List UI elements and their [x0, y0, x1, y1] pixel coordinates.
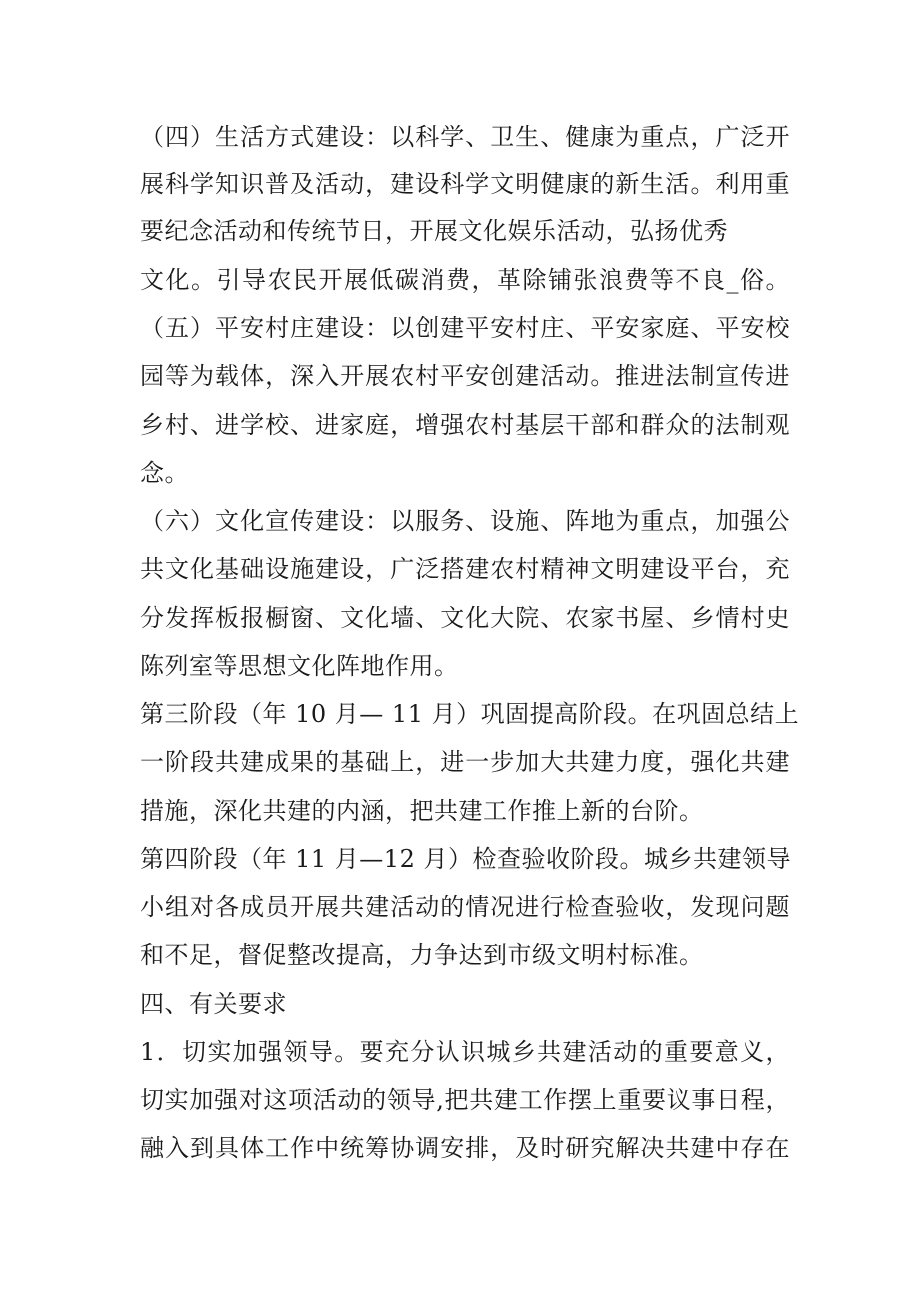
text-line: 陈列室等思想文化阵地作用。 — [140, 652, 459, 680]
text-line: 园等为载体，深入开展农村平安创建活动。推进法制宣传进 — [140, 362, 790, 390]
text-line: （四）生活方式建设：以科学、卫生、健康为重点，广泛开 — [140, 123, 790, 151]
text-line: 和不足，督促整改提高，力争达到市级文明村标准。 — [140, 941, 704, 969]
text-line: 要纪念活动和传统节日，开展文化娱乐活动，弘扬优秀 — [140, 217, 728, 245]
text-line: 切实加强对这项活动的领导,把共建工作摆上重要议事日程， — [140, 1086, 790, 1114]
text-line: 1．切实加强领导。要充分认识城乡共建活动的重要意义， — [140, 1038, 790, 1066]
text-line: 念。 — [140, 459, 189, 487]
section-heading: 四、有关要求 — [140, 990, 287, 1018]
text-line: （六）文化宣传建设：以服务、设施、阵地为重点，加强公 — [140, 507, 790, 535]
text-line: 第四阶段（年 11 月—12 月）检查验收阶段。城乡共建领导 — [140, 845, 791, 873]
text-line: 乡村、进学校、进家庭，增强农村基层干部和群众的法制观 — [140, 411, 790, 439]
text-line: 第三阶段（年 10 月— 11 月）巩固提高阶段。在巩固总结上 — [140, 700, 800, 728]
text-line: 展科学知识普及活动，建设科学文明健康的新生活。利用重 — [140, 170, 790, 198]
text-line: 小组对各成员开展共建活动的情况进行检查验收，发现问题 — [140, 893, 790, 921]
text-line: 共文化基础设施建设，广泛搭建农村精神文明建设平台，充 — [140, 555, 790, 583]
text-line: （五）平安村庄建设：以创建平安村庄、平安家庭、平安校 — [140, 314, 790, 342]
text-line: 文化。引导农民开展低碳消费，革除铺张浪费等不良_俗。 — [140, 266, 790, 294]
text-line: 融入到具体工作中统筹协调安排，及时研究解决共建中存在 — [140, 1134, 790, 1162]
text-line: 分发挥板报橱窗、文化墙、文化大院、农家书屋、乡情村史 — [140, 604, 790, 632]
text-line: 一阶段共建成果的基础上，进一步加大共建力度，强化共建 — [140, 748, 790, 776]
text-line: 措施，深化共建的内涵，把共建工作推上新的台阶。 — [140, 797, 704, 825]
